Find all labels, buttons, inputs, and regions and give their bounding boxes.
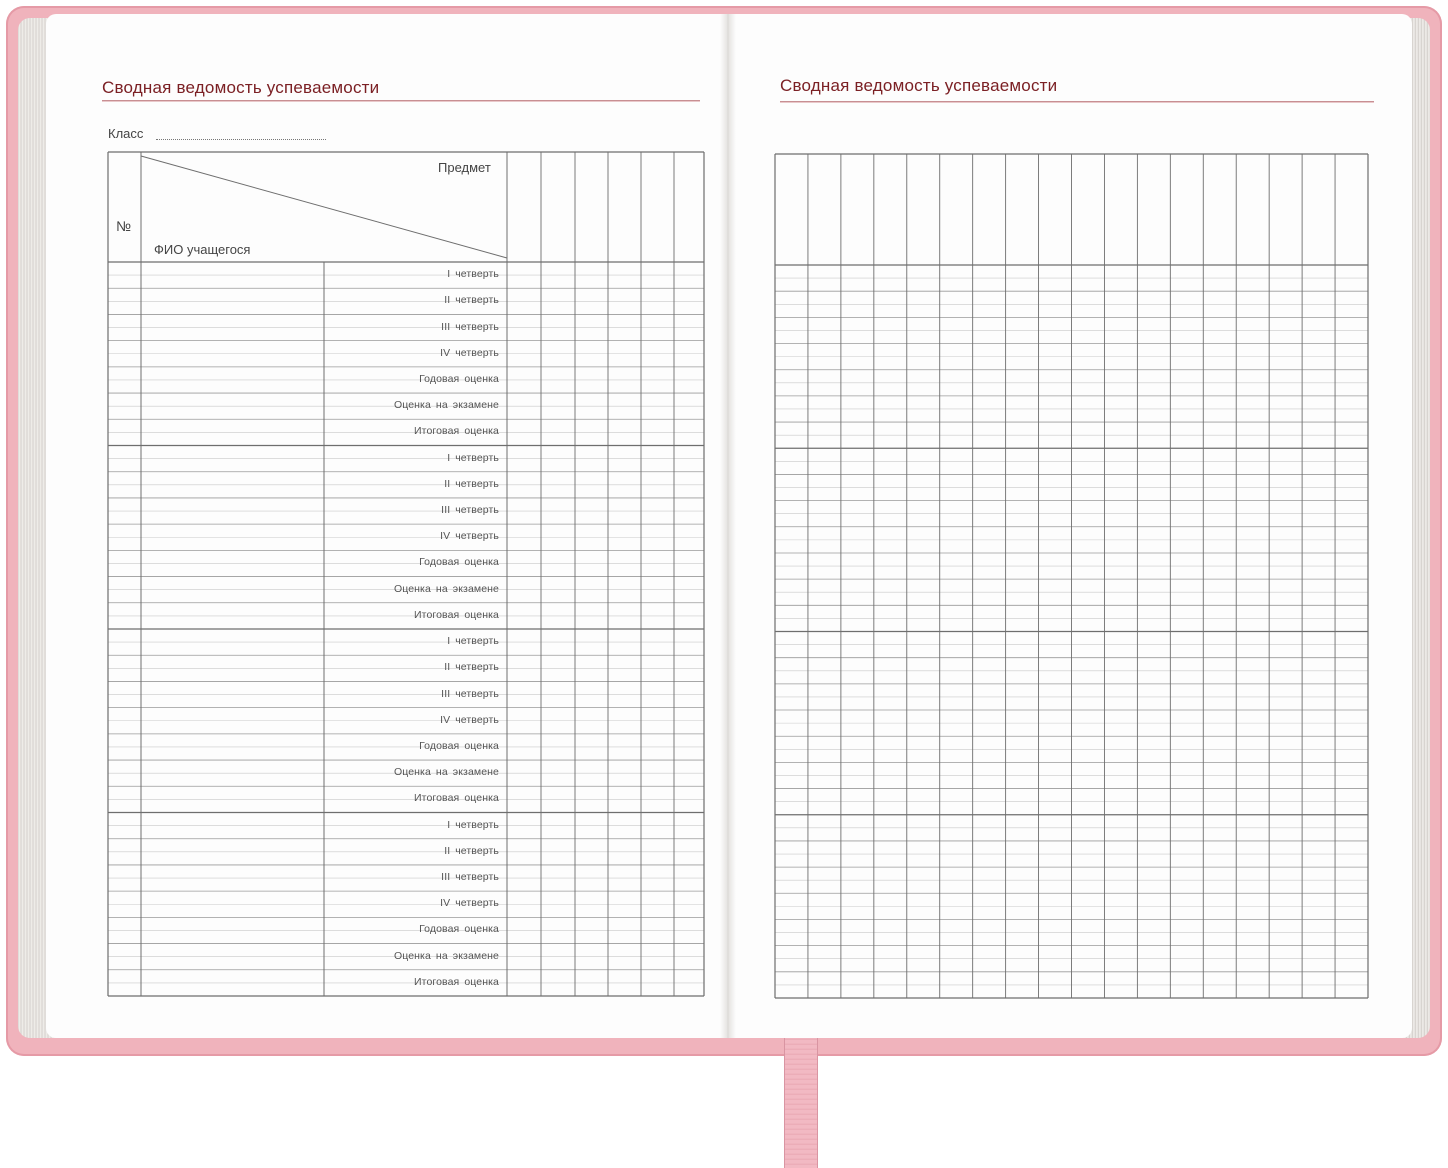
grade-row-label: II четверть [444, 844, 499, 857]
number-header: № [116, 218, 132, 234]
grade-row-label: Итоговая оценка [414, 792, 499, 805]
grade-row-label: I четверть [447, 451, 499, 464]
grade-row-label: III четверть [441, 871, 499, 884]
grade-row-label: II четверть [444, 477, 499, 490]
grade-row-label: III четверть [441, 687, 499, 700]
grade-row-label: IV четверть [440, 530, 499, 543]
grade-row-label: I четверть [447, 635, 499, 648]
grade-row-label: Оценка на экзамене [393, 399, 499, 412]
grade-row-label: Итоговая оценка [414, 425, 499, 438]
grade-row-label: IV четверть [440, 897, 499, 910]
grade-row-label: Оценка на экзамене [393, 766, 499, 779]
grade-row-label: Оценка на экзамене [393, 949, 499, 962]
grade-row-label: II четверть [444, 294, 499, 307]
grade-row-label: Годовая оценка [419, 739, 499, 752]
grade-row-label: II четверть [444, 661, 499, 674]
grade-row-label: Оценка на экзамене [393, 582, 499, 595]
student-name-header: ФИО учащегося [154, 242, 251, 257]
grade-row-label: Годовая оценка [419, 372, 499, 385]
subject-header: Предмет [438, 160, 491, 175]
grade-row-label: Годовая оценка [419, 923, 499, 936]
class-label: Класс [108, 126, 144, 141]
grade-row-label: IV четверть [440, 713, 499, 726]
right-page-title: Сводная ведомость успеваемости [780, 76, 1058, 95]
grade-row-label: I четверть [447, 818, 499, 831]
grade-row-label: Итоговая оценка [414, 975, 499, 988]
header-diagonal-line [141, 156, 507, 258]
grade-row-label: IV четверть [440, 346, 499, 359]
grade-row-label: Годовая оценка [419, 556, 499, 569]
right-grades-table [775, 154, 1368, 998]
grade-row-label: I четверть [447, 268, 499, 281]
left-page-title: Сводная ведомость успеваемости [102, 78, 380, 97]
grade-row-label: III четверть [441, 320, 499, 333]
grade-row-label: III четверть [441, 504, 499, 517]
grade-row-label: Итоговая оценка [414, 608, 499, 621]
bookmark-ribbon[interactable] [784, 1038, 818, 1168]
